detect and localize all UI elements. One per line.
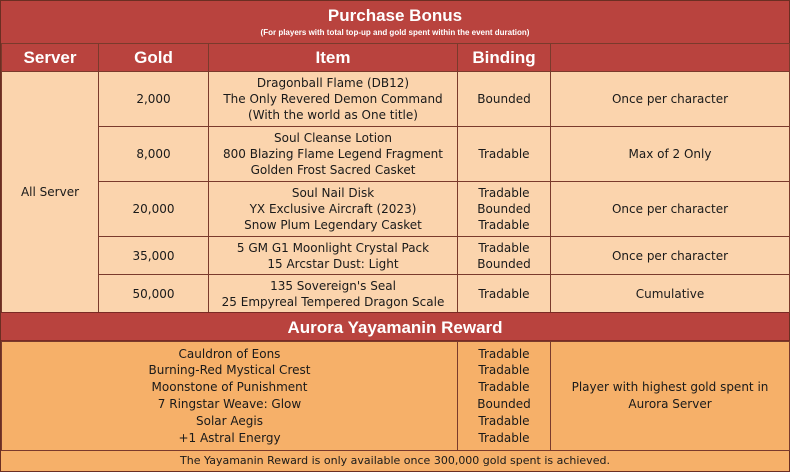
binding-line: Bounded xyxy=(477,202,531,216)
limit-cell: Cumulative xyxy=(551,275,790,313)
aurora-binding: Bounded xyxy=(477,397,531,411)
table-row xyxy=(2,275,790,313)
aurora-item: Cauldron of Eons xyxy=(178,346,281,361)
limit-cell: Once per character xyxy=(551,72,790,127)
item-line: Golden Frost Sacred Casket xyxy=(250,163,416,177)
item-line: Dragonball Flame (DB12) xyxy=(256,76,410,90)
page-title: Purchase Bonus xyxy=(327,6,463,25)
item-line: 15 Arcstar Dust: Light xyxy=(267,256,399,271)
gold-cell: 35,000 xyxy=(99,237,209,275)
binding-line: Tradable xyxy=(478,186,530,200)
aurora-reward-row xyxy=(2,342,790,451)
aurora-reward-table xyxy=(1,341,790,451)
table-row xyxy=(2,127,790,182)
aurora-item: Burning-Red Mystical Crest xyxy=(148,363,311,378)
bonus-table xyxy=(1,43,790,313)
column-header-server: Server xyxy=(2,44,99,72)
aurora-item: Solar Aegis xyxy=(196,413,263,428)
item-line: (With the world as One title) xyxy=(248,108,418,122)
server-cell: All Server xyxy=(2,72,99,313)
aurora-binding: Tradable xyxy=(478,413,530,428)
aurora-condition-line: Player with highest gold spent in xyxy=(571,380,769,395)
aurora-item: Moonstone of Punishment xyxy=(151,380,308,395)
item-line: Soul Cleanse Lotion xyxy=(273,131,393,145)
gold-cell: 50,000 xyxy=(99,275,209,313)
aurora-binding-cell xyxy=(458,342,551,451)
limit-cell: Once per character xyxy=(551,182,790,237)
aurora-binding: Tradable xyxy=(478,380,530,395)
item-cell xyxy=(209,237,458,275)
item-line: 5 GM G1 Moonlight Crystal Pack xyxy=(236,240,430,255)
aurora-item: +1 Astral Energy xyxy=(178,430,281,445)
aurora-binding: Tradable xyxy=(478,346,530,361)
gold-cell: 2,000 xyxy=(99,72,209,127)
binding-line: Bounded xyxy=(477,256,531,271)
column-header-binding: Binding xyxy=(458,44,551,72)
binding-cell xyxy=(458,275,551,313)
aurora-binding: Tradable xyxy=(478,430,530,445)
gold-cell: 20,000 xyxy=(99,182,209,237)
table-row xyxy=(2,182,790,237)
binding-line: Tradable xyxy=(478,240,530,255)
column-header-gold: Gold xyxy=(99,44,209,72)
binding-line: Tradable xyxy=(478,147,530,161)
aurora-condition-line: Aurora Server xyxy=(628,397,712,411)
item-cell xyxy=(209,72,458,127)
table-header-row xyxy=(2,44,790,72)
binding-cell xyxy=(458,182,551,237)
item-line: Snow Plum Legendary Casket xyxy=(244,218,422,232)
column-header-limit xyxy=(551,44,790,72)
item-cell xyxy=(209,275,458,313)
item-line: 135 Sovereign's Seal xyxy=(270,278,396,293)
item-line: Soul Nail Disk xyxy=(291,186,375,200)
limit-cell: Max of 2 Only xyxy=(551,127,790,182)
binding-line: Bounded xyxy=(477,92,531,106)
item-line: 800 Blazing Flame Legend Fragment xyxy=(223,147,443,161)
gold-cell: 8,000 xyxy=(99,127,209,182)
aurora-condition-cell xyxy=(551,342,790,451)
limit-cell: Once per character xyxy=(551,237,790,275)
item-line: The Only Revered Demon Command xyxy=(223,92,443,106)
table-row xyxy=(2,237,790,275)
item-line: YX Exclusive Aircraft (2023) xyxy=(249,202,417,216)
binding-line: Tradable xyxy=(478,218,530,232)
column-header-item: Item xyxy=(209,44,458,72)
binding-cell xyxy=(458,127,551,182)
aurora-title-band: Aurora Yayamanin Reward xyxy=(1,312,789,341)
title-band xyxy=(1,1,789,43)
aurora-binding: Tradable xyxy=(478,363,530,378)
binding-cell xyxy=(458,237,551,275)
item-cell xyxy=(209,127,458,182)
aurora-item: 7 Ringstar Weave: Glow xyxy=(157,397,302,411)
footer-note: The Yayamanin Reward is only available once 300,000 gold spent is achieved. xyxy=(1,450,789,471)
binding-line: Tradable xyxy=(478,286,530,301)
binding-cell xyxy=(458,72,551,127)
item-line: 25 Empyreal Tempered Dragon Scale xyxy=(221,294,445,309)
table-row xyxy=(2,72,790,127)
page-subtitle: (For players with total top-up and gold spent within the event duration) xyxy=(260,28,530,37)
item-cell xyxy=(209,182,458,237)
aurora-items-cell xyxy=(2,342,458,451)
